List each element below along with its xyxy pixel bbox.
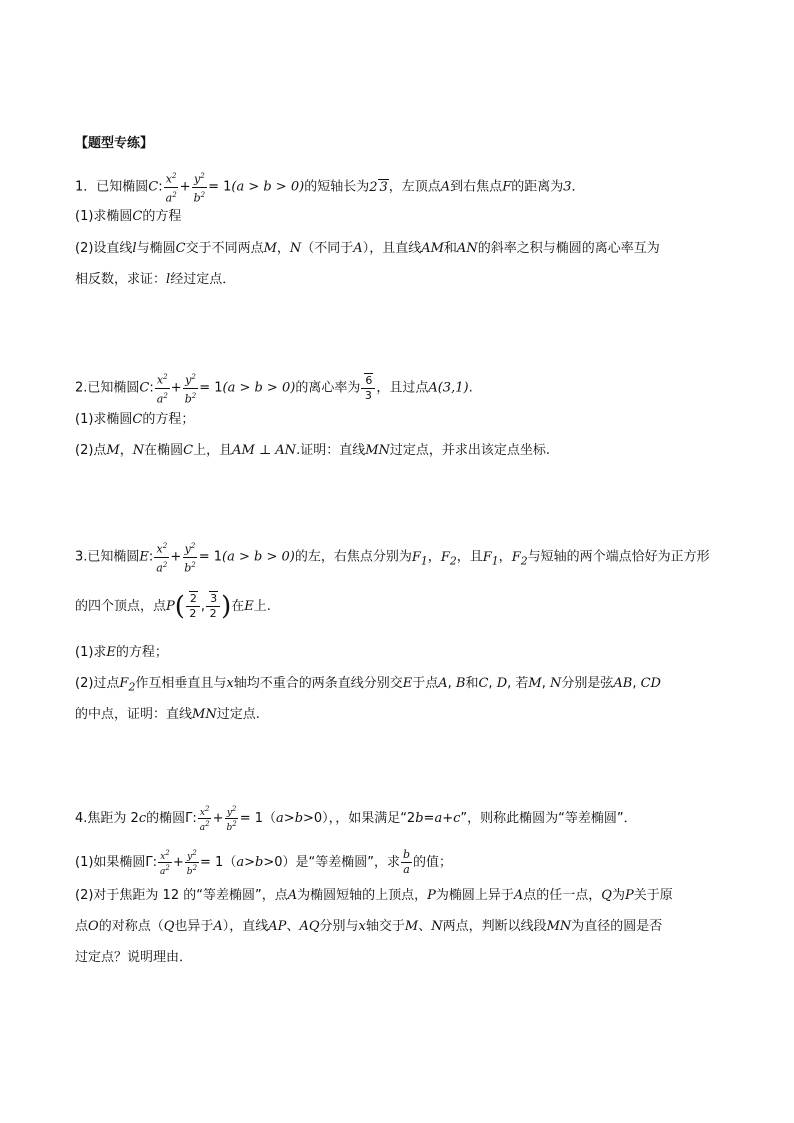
problem-3-statement: 3.已知椭圆E: $\frac{x^2}{a^2}$ + $\frac{y^2}{b^2}$ = 1(a > b > 0)的左，右焦点分别为$F_1$，$F_2$，且$F_1$，$F_2$与短轴的两个端点恰好为正方形 bbox=[75, 539, 710, 575]
problem-2-statement: 2.已知椭圆C: $\frac{x^2}{a^2}$ + $\frac{y^2}{b^2}$ = 1(a > b > 0)的离心率为 $\frac{6}{3}$ ，且过点A(3,1). bbox=[75, 370, 473, 406]
problem-1-part-2: (2)设直线l与椭圆C交于不同两点M，N（不同于A），且直线AM和AN的斜率之积与椭圆的离心率互为 bbox=[75, 241, 660, 256]
problem-3-part-2: (2)过点$F_2$作互相垂直且与x轴均不重合的两条直线分别交E于点A, B和C, D, 若M, N分别是弦AB, CD bbox=[75, 676, 661, 694]
section-title: 【题型专练】 bbox=[75, 136, 154, 151]
problem-3-part-2-cont: 的中点，证明：直线MN过定点. bbox=[75, 707, 260, 722]
problem-3-statement-cont: 的四个顶点，点P( $\frac{2}{2}$ , $\frac{3}{2}$ )在E上. bbox=[75, 591, 271, 622]
problem-4-part-2: (2)对于焦距为 12 的“等差椭圆”，点A为椭圆短轴的上顶点，P为椭圆上异于A点的任一点，Q为P关于原 bbox=[75, 888, 673, 903]
problem-2-part-1: (1)求椭圆C的方程； bbox=[75, 412, 195, 427]
problem-1-part-1: (1)求椭圆C的方程 bbox=[75, 209, 182, 224]
problem-4-part-1: (1)如果椭圆Γ: $\frac{x^2}{a^2}$ + $\frac{y^2}{b^2}$ = 1（a>b>0）是“等差椭圆”，求 $\frac{b}{a}$ 的值； bbox=[75, 848, 453, 877]
problem-1-statement: 1．已知椭圆C: $\frac{x^2}{a^2}$ + $\frac{y^2}{b^2}$ = 1(a > b > 0)的短轴长为2 3，左顶点A到右焦点F的距离为3． bbox=[75, 169, 585, 205]
problem-2-part-2: (2)点M，N在椭圆C上，且AM ⊥ AN.证明：直线MN过定点，并求出该定点坐标. bbox=[75, 443, 551, 458]
problem-4-part-2-end: 过定点？说明理由． bbox=[75, 950, 193, 965]
problem-1-part-2-cont: 相反数，求证：l经过定点． bbox=[75, 272, 236, 287]
problem-4-part-2-cont: 点O的对称点（Q也异于A），直线AP、AQ分别与x轴交于M、N两点，判断以线段MN为直径的圆是否 bbox=[75, 919, 663, 934]
problem-3-part-1: (1)求E的方程； bbox=[75, 645, 168, 660]
problem-4-statement: 4.焦距为 2c的椭圆Γ: $\frac{x^2}{a^2}$ + $\frac{y^2}{b^2}$ = 1（a>b>0），，如果满足“2b=a+c”，则称此椭圆为“等差椭圆”． bbox=[75, 805, 637, 833]
